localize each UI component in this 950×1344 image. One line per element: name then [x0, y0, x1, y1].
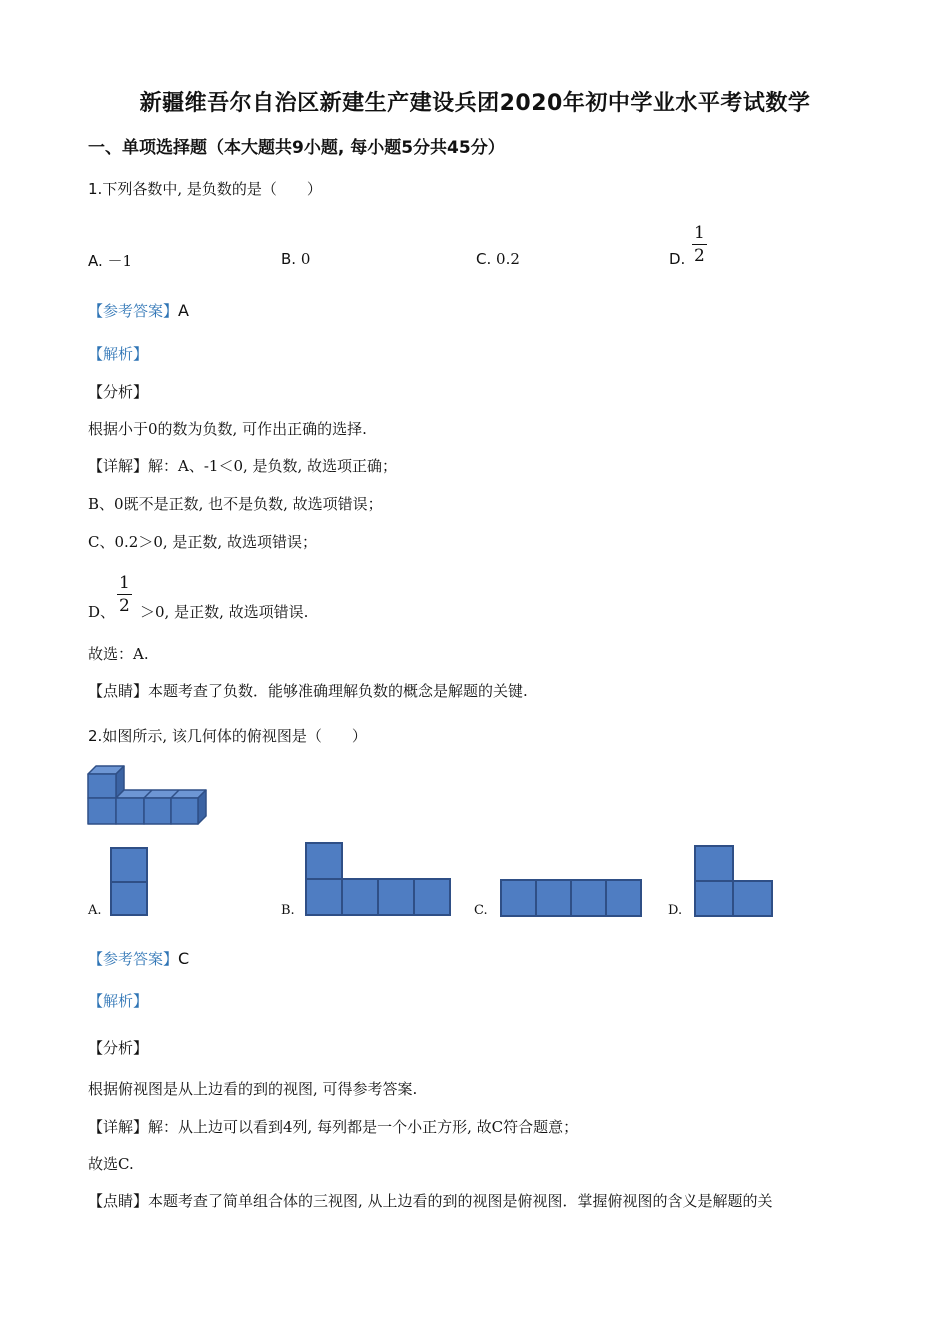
view-cell [501, 880, 536, 916]
q2-option-b-label: B. [281, 903, 295, 918]
q1-option-a-value: －1 [107, 252, 133, 270]
view-cell [306, 843, 342, 879]
q1-choose: 故选：A. [88, 645, 149, 663]
q1-option-b-value: 0 [300, 250, 311, 268]
q1-option-d-numerator: 1 [694, 223, 705, 243]
q1-detail-d-denominator: 2 [119, 596, 130, 616]
q1-detail-d-numerator: 1 [119, 573, 130, 593]
q2-answer-value: C [178, 949, 190, 968]
q2-fenxi-text: 根据俯视图是从上边看的到的视图, 可得参考答案. [88, 1080, 418, 1098]
q1-detail: 【详解】解：A、-1＜0, 是负数, 故选项正确； [88, 457, 398, 475]
solid-front-cell [144, 798, 171, 824]
q1-option-c-value: 0.2 [496, 250, 520, 268]
q2-answer-tag: 【参考答案】 [88, 950, 179, 968]
q1-detail-c: C、0.2＞0, 是正数, 故选项错误； [88, 533, 317, 551]
view-cell [342, 879, 378, 915]
q1-option-d-label: D. [669, 250, 686, 268]
view-cell [378, 879, 414, 915]
q2-option-a-label: A. [88, 903, 102, 918]
q2-stem-text: 如图所示, 该几何体的俯视图是（ ） [102, 727, 367, 745]
q1-detail-d-suffix: ＞0, 是正数, 故选项错误. [140, 603, 309, 621]
view-cell [733, 881, 772, 916]
solid-front-upper [88, 774, 116, 798]
q1-option-c [476, 250, 520, 268]
section-heading: 一、单项选择题（本大题共9小题, 每小题5分共45分） [88, 138, 505, 158]
q2-option-c-label: C. [474, 903, 488, 918]
view-cell [571, 880, 606, 916]
q2-choose: 故选C. [88, 1155, 134, 1173]
q1-option-d-fraction [692, 223, 707, 266]
view-cell [536, 880, 571, 916]
q2-fenxi: 【分析】 [88, 1039, 149, 1057]
q2-option-d-view [694, 845, 776, 919]
solid-front-cell [88, 798, 116, 824]
solid-bottom-top-face [116, 790, 206, 798]
q1-detail-d-fraction [117, 573, 132, 616]
q1-option-d-denominator: 2 [694, 246, 705, 266]
q2-solid-figure [86, 764, 210, 826]
q1-option-d [669, 250, 685, 268]
q1-analysis-tag: 【解析】 [88, 345, 149, 363]
q1-option-a-label: A. [88, 252, 103, 270]
view-cell [695, 846, 733, 881]
q1-option-b-label: B. [281, 250, 297, 268]
q2-option-c-view [500, 879, 644, 919]
q2-option-a-view [110, 847, 150, 917]
view-cell [695, 881, 733, 916]
q1-detail-b: B、0既不是正数, 也不是负数, 故选项错误； [88, 495, 383, 513]
q1-stem [88, 178, 322, 199]
q1-answer-tag: 【参考答案】 [88, 302, 179, 320]
view-cell [111, 848, 147, 882]
q2-option-d-label: D. [668, 903, 683, 918]
q2-comment: 【点睛】本题考查了简单组合体的三视图, 从上边看的到的视图是俯视图．掌握俯视图的含义是解题的关 [88, 1192, 773, 1210]
q2-analysis-tag: 【解析】 [88, 992, 149, 1010]
view-cell [306, 879, 342, 915]
q1-comment: 【点睛】本题考查了负数．能够准确理解负数的概念是解题的关键. [88, 682, 528, 700]
q2-stem [88, 725, 367, 746]
view-cell [414, 879, 450, 915]
q1-fenxi-text: 根据小于0的数为负数, 可作出正确的选择. [88, 420, 367, 438]
q2-detail: 【详解】解：从上边可以看到4列, 每列都是一个小正方形, 故C符合题意； [88, 1118, 579, 1136]
q2-option-b-view [305, 842, 453, 918]
solid-front-cell [171, 798, 198, 824]
q1-detail-d-prefix: D、 [88, 603, 116, 621]
q1-option-a [88, 250, 132, 271]
q1-option-c-label: C. [476, 250, 492, 268]
q1-answer [88, 300, 189, 321]
q1-fenxi: 【分析】 [88, 383, 149, 401]
q2-number: 2. [88, 727, 103, 745]
q1-stem-text: 下列各数中, 是负数的是（ ） [102, 180, 322, 198]
q1-answer-value: A [178, 301, 189, 320]
q1-option-b [281, 250, 310, 268]
view-cell [606, 880, 641, 916]
view-cell [111, 882, 147, 915]
page-title: 新疆维吾尔自治区新建生产建设兵团2020年初中学业水平考试数学 [139, 91, 811, 116]
q1-number: 1. [88, 180, 103, 198]
q2-answer [88, 948, 189, 969]
solid-front-cell [116, 798, 144, 824]
